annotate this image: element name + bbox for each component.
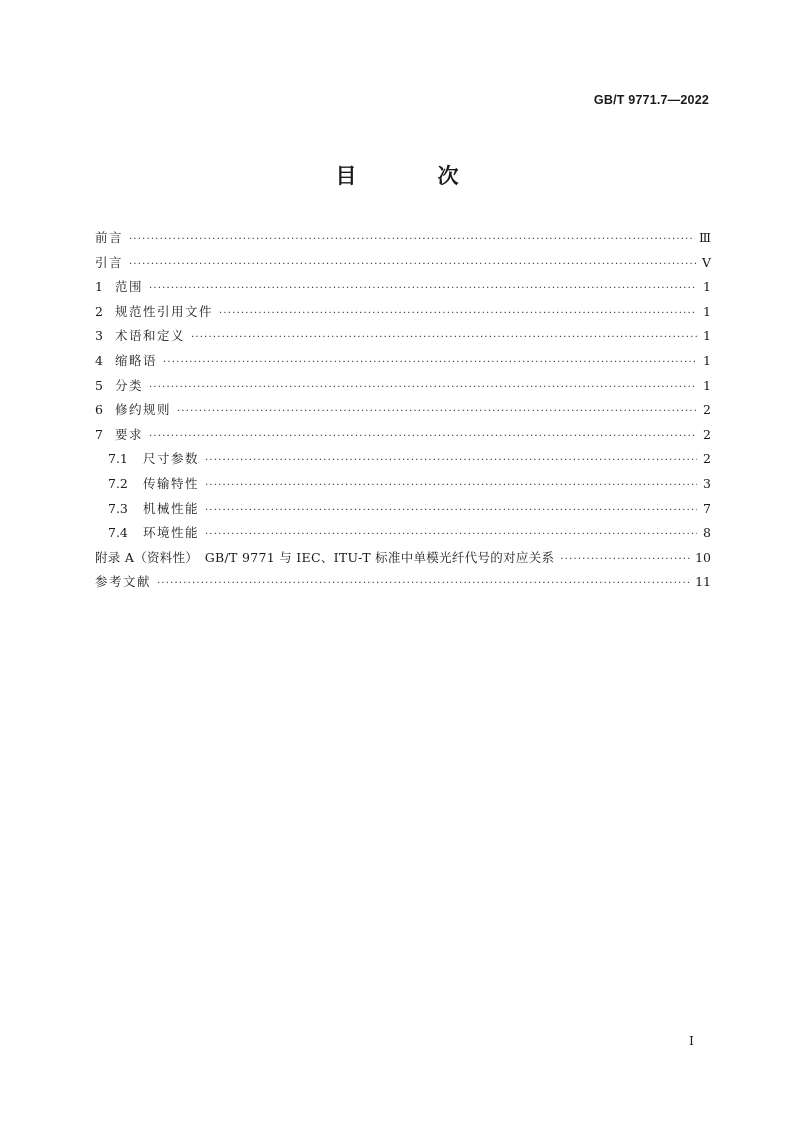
toc-entry-label: 附录 A（资料性） GB/T 9771 与 IEC、ITU-T 标准中单模光纤代号的对应关系 <box>95 549 555 565</box>
toc-entry-label: 参考文献 <box>95 574 152 590</box>
toc-entry-page: 11 <box>695 574 711 590</box>
toc-entry-number: 2 <box>95 303 103 319</box>
toc-entry-label: 机械性能 <box>143 500 200 516</box>
toc-entry-page: 1 <box>703 303 711 319</box>
toc-entry-number: 7.4 <box>108 525 128 541</box>
toc-entry-page: 3 <box>703 475 711 491</box>
toc-entry-page: 1 <box>703 352 711 368</box>
toc-entry-terms-definitions[interactable] <box>95 324 711 349</box>
toc-entry-abbreviations[interactable] <box>95 349 711 374</box>
toc-subentry-dimensional-parameters[interactable] <box>95 447 711 472</box>
toc-entry-page: Ⅴ <box>701 254 711 270</box>
toc-entry-label: 范围 <box>115 279 144 295</box>
toc-entry-label: 分类 <box>115 377 144 393</box>
toc-entry-label: 引言 <box>95 254 124 270</box>
toc-entry-label: 前言 <box>95 230 124 245</box>
toc-entry-bibliography[interactable] <box>95 570 711 595</box>
toc-leader-dots <box>129 228 695 253</box>
toc-entry-foreword[interactable] <box>95 226 711 251</box>
table-of-contents <box>95 226 711 595</box>
toc-entry-introduction[interactable] <box>95 251 711 276</box>
toc-entry-label: 传输特性 <box>143 475 200 491</box>
toc-entry-scope[interactable] <box>95 275 711 300</box>
toc-leader-dots <box>205 474 697 499</box>
toc-entry-number: 5 <box>95 377 103 393</box>
toc-entry-page: 2 <box>703 402 711 418</box>
toc-entry-number: 7.3 <box>108 500 128 516</box>
toc-leader-dots <box>205 449 697 474</box>
toc-leader-dots <box>157 572 691 597</box>
toc-entry-number: 7.2 <box>108 475 128 491</box>
toc-entry-label: 修约规则 <box>115 402 172 418</box>
toc-entry-normative-references[interactable] <box>95 300 711 325</box>
toc-entry-page: 2 <box>703 426 711 442</box>
page-number: Ⅰ <box>689 1033 694 1048</box>
toc-leader-dots <box>163 351 697 376</box>
toc-entry-page: 10 <box>695 549 711 565</box>
toc-leader-dots <box>219 302 697 327</box>
toc-subentry-transmission-characteristics[interactable] <box>95 472 711 497</box>
toc-entry-number: 3 <box>95 328 103 344</box>
toc-entry-annex-a[interactable] <box>95 546 711 571</box>
toc-entry-page: Ⅲ <box>698 230 711 245</box>
toc-leader-dots <box>205 499 697 524</box>
toc-entry-page: 1 <box>703 279 711 295</box>
toc-entry-requirements[interactable] <box>95 423 711 448</box>
toc-entry-page: 2 <box>703 451 711 467</box>
standard-code: GB/T 9771.7—2022 <box>593 93 709 107</box>
toc-leader-dots <box>129 253 697 278</box>
page-title: 目 次 <box>335 164 489 188</box>
toc-entry-page: 7 <box>703 500 711 516</box>
toc-entry-number: 6 <box>95 402 103 418</box>
toc-leader-dots <box>149 277 697 302</box>
toc-entry-label: 缩略语 <box>115 352 158 368</box>
toc-entry-classification[interactable] <box>95 374 711 399</box>
toc-entry-label: 尺寸参数 <box>143 451 200 467</box>
toc-entry-number: 4 <box>95 352 103 368</box>
toc-leader-dots <box>191 326 697 351</box>
toc-entry-number: 7.1 <box>108 451 128 467</box>
toc-entry-number: 7 <box>95 426 103 442</box>
toc-leader-dots <box>149 425 697 450</box>
toc-entry-label: 要求 <box>115 426 144 442</box>
toc-leader-dots <box>149 376 697 401</box>
toc-leader-dots <box>560 548 691 573</box>
toc-entry-page: 1 <box>703 328 711 344</box>
toc-subentry-environmental-performance[interactable] <box>95 521 711 546</box>
toc-subentry-mechanical-performance[interactable] <box>95 497 711 522</box>
toc-entry-number: 1 <box>95 279 103 295</box>
toc-entry-page: 8 <box>703 525 711 541</box>
toc-entry-rounding-rules[interactable] <box>95 398 711 423</box>
toc-entry-page: 1 <box>703 377 711 393</box>
toc-entry-label: 规范性引用文件 <box>115 303 214 319</box>
toc-entry-label: 术语和定义 <box>115 328 186 344</box>
toc-leader-dots <box>177 400 697 425</box>
toc-leader-dots <box>205 523 697 548</box>
toc-entry-label: 环境性能 <box>143 525 200 541</box>
